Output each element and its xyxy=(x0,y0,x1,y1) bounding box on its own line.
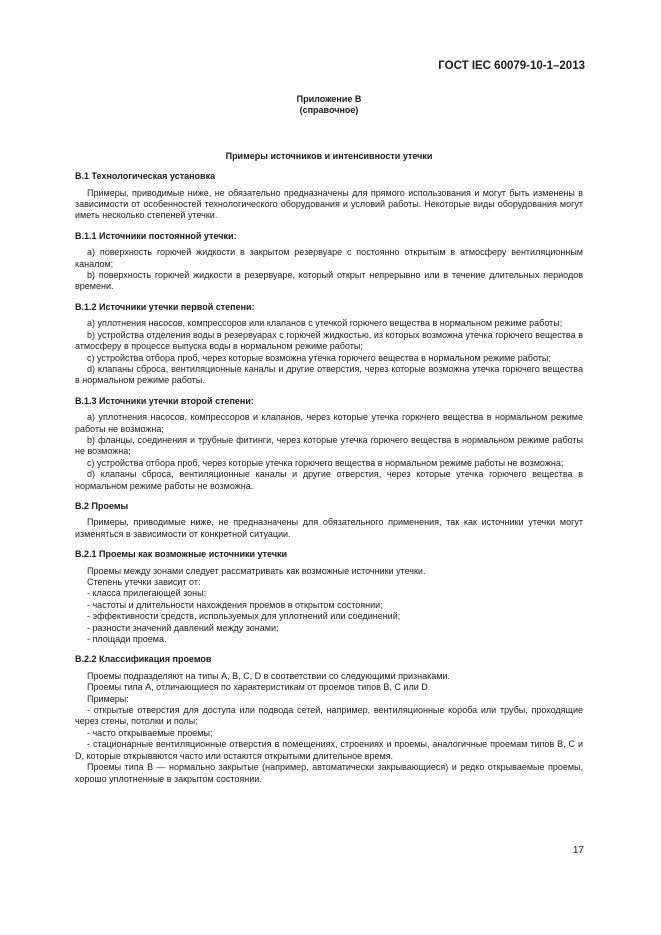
list-item: a) уплотнения насосов, компрессоров и клапанов, через которые утечка горючего вещества в нормальном режиме работы не возможна; xyxy=(75,412,583,434)
list-item: Примеры: xyxy=(87,693,129,704)
list-item: Степень утечки зависит от: xyxy=(87,577,201,587)
section-heading-b12: В.1.2 Источники утечки первой степени: xyxy=(75,301,255,312)
list-item: Проемы типа A, отличающиеся по характеристикам от проемов типов B, C или D. xyxy=(87,682,431,693)
list-item: - разности значений давлений между зонами; xyxy=(87,622,279,633)
list-item: b) устройства отделения воды в резервуарах с горючей жидкостью, из которых возможна утечка горючего вещества в атмосферу в процессе выпуска воды в нормальном режиме работы; xyxy=(75,329,583,352)
list-item: - класса прилегающей зоны; xyxy=(87,588,207,599)
section-heading-b11: В.1.1 Источники постоянной утечки: xyxy=(75,230,237,241)
list-item: Проемы типа B — нормально закрытые (например, автоматически закрывающиеся) и редко открываемые проемы, хорошо уплотненные в закрытом состоянии. xyxy=(75,762,583,784)
list-item: a) поверхность горючей жидкости в закрытом резервуаре с постоянно открытым в атмосферу вентиляционным каналом; xyxy=(75,247,583,269)
standard-header: ГОСТ IEC 60079-10-1–2013 xyxy=(438,60,585,72)
list-item: - стационарные вентиляционные отверстия в помещениях, строениях и проемы, аналогичные проемам типов B, C и D, которые открываются часто или остаются открытыми длительное время. xyxy=(75,739,583,761)
section-heading-b2: В.2 Проемы xyxy=(75,500,129,511)
section-heading-b1: В.1 Технологическая установка xyxy=(75,171,216,182)
list-item: - часто открываемые проемы; xyxy=(87,727,213,738)
list-item: c) устройства отбора проб, через которые утечка горючего вещества в нормальном режиме работы не возможна; xyxy=(87,457,564,468)
section-text-b2: Примеры, приводимые ниже, не предназначены для обязательного применения, так как источники утечки могут изменяться в зависимости от конкретной ситуации. xyxy=(75,517,583,539)
list-item: b) поверхность горючей жидкости в резервуаре, который открыт непрерывно или в течение длительных периодов времени. xyxy=(75,270,583,292)
list-item: Проемы подразделяют на типы A, B, C, D в соответствии со следующими признаками. xyxy=(87,670,451,681)
section-heading-b21: В.2.1 Проемы как возможные источники утечки xyxy=(75,549,288,560)
annex-title: Приложение В xyxy=(296,94,362,104)
list-item: - эффективности средств, используемых для уплотнений или соединений; xyxy=(87,611,401,622)
section-text-b1: Примеры, приводимые ниже, не обязательно предназначены для прямого использования и могут быть изменены в зависимости от особенностей технологического оборудования и условий работы. Некоторые виды оборудования могут иметь несколько степеней утечки. xyxy=(75,187,583,221)
page-content xyxy=(75,94,583,785)
list-item: - площади проема. xyxy=(87,634,167,645)
main-title: Примеры источников и интенсивности утечки xyxy=(225,150,433,161)
section-heading-b22: В.2.2 Классификация проемов xyxy=(75,654,212,665)
list-item: a) уплотнения насосов, компрессоров или клапанов с утечкой горючего вещества в нормальном режиме работы; xyxy=(87,318,563,329)
list-item: - открытые отверстия для доступа или подвода сетей, например, вентиляционные короба или трубы, проходящие через стены, потолки и полы; xyxy=(75,705,583,727)
section-heading-b13: В.1.3 Источники утечки второй степени: xyxy=(75,395,254,406)
list-item: - частоты и длительности нахождения проемов в открытом состоянии; xyxy=(87,599,383,610)
list-item: b) фланцы, соединения и трубные фитинги, через которые утечка горючего вещества в нормальном режиме работы не возможна; xyxy=(75,434,583,457)
list-item: Проемы между зонами следует рассматривать как возможные источники утечки. xyxy=(87,565,426,576)
list-item: d) клапаны сброса, вентиляционные каналы и другие отверстия, через которые утечка горючего вещества в нормальном режиме работы не возможна. xyxy=(75,469,583,491)
list-item: d) клапаны сброса, вентиляционные каналы и другие отверстия, через которые возможна утечка горючего вещества в нормальном режиме работы. xyxy=(75,363,583,386)
list-item: c) устройства отбора проб, через которые возможна утечка горючего вещества в нормальном режиме работы; xyxy=(87,352,551,363)
annex-subtitle: (справочное) xyxy=(299,105,359,116)
page-number: 17 xyxy=(572,845,584,856)
